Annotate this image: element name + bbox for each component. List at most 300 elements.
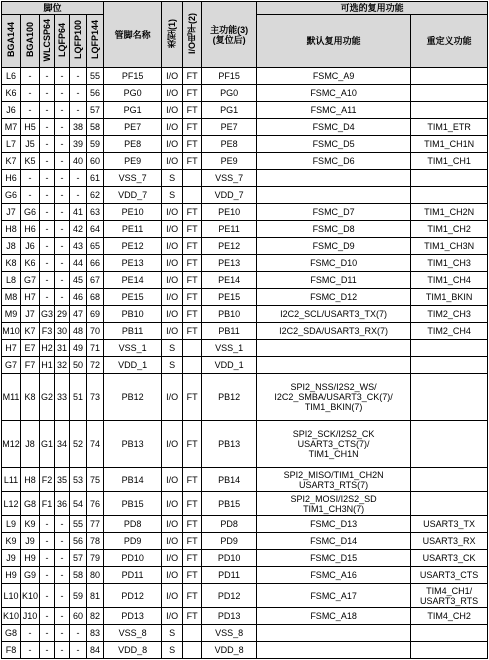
lqfp144-cell: 79: [87, 550, 104, 567]
bga144-cell: H7: [2, 340, 21, 357]
lqfp100-cell: 40: [70, 153, 87, 170]
lqfp64-cell: 29: [55, 306, 70, 323]
remap-cell: TIM2_CH4: [411, 323, 488, 340]
lqfp64-cell: -: [55, 625, 70, 642]
bga100-cell: G6: [21, 204, 40, 221]
table-row: [2, 550, 488, 567]
default-alt-cell: [257, 187, 411, 204]
type-cell: I/O: [162, 238, 183, 255]
table-row: [2, 289, 488, 306]
lqfp144-cell: 62: [87, 187, 104, 204]
wlcsp64-cell: -: [40, 204, 55, 221]
remap-cell: TIM1_CH3N: [411, 238, 488, 255]
lqfp64-cell: 32: [55, 357, 70, 374]
wlcsp64-cell: H2: [40, 340, 55, 357]
pin-name-cell: PB14: [104, 468, 162, 492]
main-function-cell: PE15: [202, 289, 257, 306]
lqfp100-cell: 55: [70, 516, 87, 533]
main-function-cell: PD11: [202, 567, 257, 584]
type-cell: I/O: [162, 421, 183, 468]
lqfp144-cell: 63: [87, 204, 104, 221]
lqfp100-cell: 49: [70, 340, 87, 357]
default-alt-cell: FSMC_D11: [257, 272, 411, 289]
wlcsp64-cell: -: [40, 550, 55, 567]
wlcsp64-cell: -: [40, 153, 55, 170]
lqfp144-cell: 73: [87, 374, 104, 421]
main-function-cell: PF15: [202, 68, 257, 85]
lqfp64-cell: 35: [55, 468, 70, 492]
bga100-cell: J10: [21, 608, 40, 625]
main-function-cell: PE8: [202, 136, 257, 153]
lqfp100-cell: -: [70, 187, 87, 204]
lqfp144-cell: 84: [87, 642, 104, 659]
main-function-cell: VDD_8: [202, 642, 257, 659]
lqfp144-cell: 61: [87, 170, 104, 187]
table-row: [2, 102, 488, 119]
lqfp100-cell: -: [70, 85, 87, 102]
lqfp144-cell: 67: [87, 272, 104, 289]
lqfp100-cell: 45: [70, 272, 87, 289]
bga144-cell: L7: [2, 136, 21, 153]
type-cell: I/O: [162, 468, 183, 492]
lqfp100-cell: 47: [70, 306, 87, 323]
table-row: [2, 608, 488, 625]
io-level-cell: FT: [183, 516, 202, 533]
table-row: [2, 306, 488, 323]
io-level-cell: FT: [183, 204, 202, 221]
lqfp64-header: LQFP64: [55, 15, 70, 68]
bga144-header: BGA144: [2, 15, 21, 68]
type-cell: S: [162, 642, 183, 659]
lqfp100-cell: -: [70, 642, 87, 659]
wlcsp64-cell: -: [40, 608, 55, 625]
table-row: [2, 492, 488, 516]
main-function-cell: PD8: [202, 516, 257, 533]
pin-name-cell: PE7: [104, 119, 162, 136]
lqfp100-cell: 58: [70, 567, 87, 584]
lqfp144-cell: 68: [87, 289, 104, 306]
bga144-cell: K10: [2, 608, 21, 625]
remap-cell: TIM1_BKIN: [411, 289, 488, 306]
default-alt-cell: FSMC_A9: [257, 68, 411, 85]
type-cell: I/O: [162, 323, 183, 340]
pin-name-cell: PF15: [104, 68, 162, 85]
default-alt-cell: FSMC_D10: [257, 255, 411, 272]
bga144-cell: F8: [2, 642, 21, 659]
lqfp100-cell: 53: [70, 468, 87, 492]
lqfp144-cell: 82: [87, 608, 104, 625]
pin-name-cell: VSS_1: [104, 340, 162, 357]
table-row: [2, 170, 488, 187]
wlcsp64-cell: -: [40, 85, 55, 102]
lqfp100-cell: 44: [70, 255, 87, 272]
bga144-cell: M11: [2, 374, 21, 421]
default-alt-cell: FSMC_A18: [257, 608, 411, 625]
default-alt-cell: FSMC_D6: [257, 153, 411, 170]
main-function-cell: PE9: [202, 153, 257, 170]
bga144-cell: L8: [2, 272, 21, 289]
default-alt-cell: FSMC_D12: [257, 289, 411, 306]
bga100-cell: -: [21, 102, 40, 119]
pin-name-cell: PE13: [104, 255, 162, 272]
io-level-cell: FT: [183, 289, 202, 306]
lqfp100-cell: 54: [70, 492, 87, 516]
default-alt-cell: I2C2_SDA/USART3_RX(7): [257, 323, 411, 340]
wlcsp64-cell: -: [40, 68, 55, 85]
type-cell: I/O: [162, 567, 183, 584]
lqfp144-cell: 83: [87, 625, 104, 642]
bga144-cell: J7: [2, 204, 21, 221]
default-alt-cell: FSMC_D8: [257, 221, 411, 238]
bga144-cell: K9: [2, 533, 21, 550]
bga144-cell: G6: [2, 187, 21, 204]
main-function-cell: PE13: [202, 255, 257, 272]
lqfp64-cell: -: [55, 584, 70, 608]
type-cell: S: [162, 187, 183, 204]
type-cell: I/O: [162, 306, 183, 323]
type-cell: I/O: [162, 533, 183, 550]
bga100-cell: -: [21, 68, 40, 85]
lqfp64-cell: -: [55, 68, 70, 85]
main-function-cell: PB12: [202, 374, 257, 421]
bga100-cell: G8: [21, 492, 40, 516]
default-alt-cell: FSMC_D14: [257, 533, 411, 550]
bga144-cell: G8: [2, 625, 21, 642]
lqfp64-cell: -: [55, 170, 70, 187]
io-level-cell: FT: [183, 533, 202, 550]
main-function-cell: PG1: [202, 102, 257, 119]
remap-cell: USART3_CTS: [411, 567, 488, 584]
lqfp64-cell: -: [55, 533, 70, 550]
lqfp100-cell: -: [70, 170, 87, 187]
lqfp100-cell: 42: [70, 221, 87, 238]
bga144-cell: L10: [2, 584, 21, 608]
bga100-cell: H8: [21, 468, 40, 492]
wlcsp64-cell: F1: [40, 492, 55, 516]
main-function-cell: VDD_7: [202, 187, 257, 204]
default-alt-cell: FSMC_D13: [257, 516, 411, 533]
table-row: [2, 533, 488, 550]
io-level-cell: FT: [183, 153, 202, 170]
lqfp100-cell: -: [70, 68, 87, 85]
pin-name-cell: VDD_1: [104, 357, 162, 374]
bga144-cell: H9: [2, 567, 21, 584]
lqfp64-cell: 30: [55, 323, 70, 340]
io-level-cell: FT: [183, 102, 202, 119]
bga144-cell: G7: [2, 357, 21, 374]
pin-name-header: 管脚名称: [104, 2, 162, 68]
io-level-cell: FT: [183, 374, 202, 421]
table-row: [2, 187, 488, 204]
default-alt-cell: FSMC_D7: [257, 204, 411, 221]
bga100-cell: J5: [21, 136, 40, 153]
io-level-cell: [183, 625, 202, 642]
lqfp100-header: LQFP100: [70, 15, 87, 68]
pin-name-cell: PE14: [104, 272, 162, 289]
lqfp100-cell: -: [70, 625, 87, 642]
type-cell: I/O: [162, 136, 183, 153]
remap-header: 重定义功能: [411, 15, 488, 68]
default-alt-cell: FSMC_A16: [257, 567, 411, 584]
lqfp144-cell: 66: [87, 255, 104, 272]
bga100-cell: K9: [21, 516, 40, 533]
pin-name-cell: PE12: [104, 238, 162, 255]
bga100-cell: -: [21, 170, 40, 187]
pin-name-cell: PD12: [104, 584, 162, 608]
default-alt-header: 默认复用功能: [257, 15, 411, 68]
table-row: [2, 584, 488, 608]
type-cell: I/O: [162, 221, 183, 238]
lqfp64-cell: -: [55, 187, 70, 204]
pin-name-cell: PB10: [104, 306, 162, 323]
io-level-cell: [183, 187, 202, 204]
io-level-cell: FT: [183, 567, 202, 584]
table-row: [2, 221, 488, 238]
pin-name-cell: PD8: [104, 516, 162, 533]
lqfp144-header: LQFP144: [87, 15, 104, 68]
io-level-cell: FT: [183, 119, 202, 136]
wlcsp64-cell: -: [40, 119, 55, 136]
type-cell: I/O: [162, 272, 183, 289]
main-function-cell: PE10: [202, 204, 257, 221]
lqfp144-cell: 70: [87, 323, 104, 340]
lqfp144-cell: 57: [87, 102, 104, 119]
lqfp100-cell: 43: [70, 238, 87, 255]
main-function-header: 主功能(3) (复位后): [202, 2, 257, 68]
main-function-cell: PE7: [202, 119, 257, 136]
lqfp100-cell: 60: [70, 608, 87, 625]
default-alt-cell: FSMC_A11: [257, 102, 411, 119]
wlcsp64-cell: G1: [40, 421, 55, 468]
lqfp144-cell: 58: [87, 119, 104, 136]
pin-name-cell: PG1: [104, 102, 162, 119]
io-level-cell: FT: [183, 421, 202, 468]
lqfp144-cell: 78: [87, 533, 104, 550]
bga100-cell: F7: [21, 357, 40, 374]
lqfp64-cell: -: [55, 272, 70, 289]
remap-cell: [411, 85, 488, 102]
remap-cell: USART3_RX: [411, 533, 488, 550]
remap-cell: [411, 625, 488, 642]
pin-name-cell: PE9: [104, 153, 162, 170]
remap-cell: TIM1_CH3: [411, 255, 488, 272]
table-row: [2, 625, 488, 642]
remap-cell: [411, 492, 488, 516]
remap-cell: TIM1_CH4: [411, 272, 488, 289]
remap-cell: [411, 170, 488, 187]
bga100-cell: E7: [21, 340, 40, 357]
lqfp64-cell: -: [55, 550, 70, 567]
bga144-cell: J9: [2, 550, 21, 567]
bga100-cell: K10: [21, 584, 40, 608]
default-alt-cell: SPI2_NSS/I2S2_WS/ I2C2_SMBA/USART3_CK(7)/ TIM1_BKIN(7): [257, 374, 411, 421]
pin-name-cell: PD10: [104, 550, 162, 567]
main-function-cell: PE12: [202, 238, 257, 255]
pin-name-cell: PG0: [104, 85, 162, 102]
io-level-cell: FT: [183, 255, 202, 272]
remap-cell: [411, 340, 488, 357]
remap-cell: [411, 421, 488, 468]
wlcsp64-cell: -: [40, 272, 55, 289]
wlcsp64-cell: -: [40, 642, 55, 659]
io-level-cell: [183, 170, 202, 187]
lqfp144-cell: 60: [87, 153, 104, 170]
table-row: [2, 136, 488, 153]
main-function-cell: PE11: [202, 221, 257, 238]
bga144-cell: L9: [2, 516, 21, 533]
remap-cell: TIM1_CH2N: [411, 204, 488, 221]
main-function-cell: PB14: [202, 468, 257, 492]
remap-cell: [411, 68, 488, 85]
table-row: [2, 85, 488, 102]
wlcsp64-cell: G3: [40, 306, 55, 323]
io-level-cell: [183, 357, 202, 374]
lqfp64-cell: -: [55, 153, 70, 170]
pin-name-cell: PB15: [104, 492, 162, 516]
lqfp100-cell: 46: [70, 289, 87, 306]
table-row: [2, 468, 488, 492]
wlcsp64-cell: -: [40, 102, 55, 119]
type-cell: I/O: [162, 374, 183, 421]
main-function-cell: PB15: [202, 492, 257, 516]
pins-group-header: 脚位: [2, 2, 104, 15]
io-level-cell: FT: [183, 492, 202, 516]
default-alt-cell: FSMC_D5: [257, 136, 411, 153]
default-alt-cell: SPI2_MOSI/I2S2_SD TIM1_CH3N(7): [257, 492, 411, 516]
default-alt-cell: FSMC_D9: [257, 238, 411, 255]
lqfp144-cell: 71: [87, 340, 104, 357]
lqfp64-cell: 33: [55, 374, 70, 421]
bga144-cell: H8: [2, 221, 21, 238]
main-function-cell: PD13: [202, 608, 257, 625]
main-function-cell: VSS_7: [202, 170, 257, 187]
io-level-cell: FT: [183, 136, 202, 153]
wlcsp64-cell: F3: [40, 323, 55, 340]
default-alt-cell: [257, 170, 411, 187]
lqfp100-cell: 56: [70, 533, 87, 550]
lqfp144-cell: 77: [87, 516, 104, 533]
lqfp144-cell: 69: [87, 306, 104, 323]
table-row: [2, 119, 488, 136]
lqfp144-cell: 81: [87, 584, 104, 608]
pin-name-cell: PD9: [104, 533, 162, 550]
pin-name-cell: PD13: [104, 608, 162, 625]
lqfp144-cell: 75: [87, 468, 104, 492]
type-cell: I/O: [162, 550, 183, 567]
table-row: [2, 255, 488, 272]
main-function-cell: VDD_1: [202, 357, 257, 374]
default-alt-cell: FSMC_A17: [257, 584, 411, 608]
pin-name-cell: PB13: [104, 421, 162, 468]
table-row: [2, 153, 488, 170]
bga144-cell: H6: [2, 170, 21, 187]
lqfp64-cell: 34: [55, 421, 70, 468]
type-cell: I/O: [162, 119, 183, 136]
main-function-cell: PG0: [202, 85, 257, 102]
bga100-cell: J9: [21, 533, 40, 550]
bga100-cell: K8: [21, 374, 40, 421]
bga144-cell: L11: [2, 468, 21, 492]
lqfp144-cell: 72: [87, 357, 104, 374]
bga100-cell: H6: [21, 221, 40, 238]
pin-name-cell: VSS_8: [104, 625, 162, 642]
lqfp100-cell: -: [70, 102, 87, 119]
io-level-cell: FT: [183, 85, 202, 102]
lqfp64-cell: 36: [55, 492, 70, 516]
lqfp144-cell: 80: [87, 567, 104, 584]
pin-definition-table: [1, 1, 488, 659]
lqfp64-cell: -: [55, 238, 70, 255]
lqfp64-cell: -: [55, 119, 70, 136]
table-row: [2, 68, 488, 85]
lqfp144-cell: 64: [87, 221, 104, 238]
remap-cell: TIM1_CH1N: [411, 136, 488, 153]
bga100-cell: -: [21, 187, 40, 204]
default-alt-cell: [257, 357, 411, 374]
main-function-cell: PB11: [202, 323, 257, 340]
bga100-cell: J8: [21, 421, 40, 468]
bga100-cell: H5: [21, 119, 40, 136]
remap-cell: USART3_CK: [411, 550, 488, 567]
pin-name-cell: VSS_7: [104, 170, 162, 187]
lqfp144-cell: 65: [87, 238, 104, 255]
pin-name-cell: PE10: [104, 204, 162, 221]
bga100-cell: H7: [21, 289, 40, 306]
wlcsp64-cell: F2: [40, 468, 55, 492]
default-alt-cell: FSMC_D15: [257, 550, 411, 567]
type-cell: I/O: [162, 255, 183, 272]
pin-name-cell: PB12: [104, 374, 162, 421]
type-cell: S: [162, 625, 183, 642]
pin-name-cell: VDD_7: [104, 187, 162, 204]
pin-name-cell: VDD_8: [104, 642, 162, 659]
pin-name-cell: PB11: [104, 323, 162, 340]
wlcsp64-cell: -: [40, 289, 55, 306]
default-alt-cell: I2C2_SCL/USART3_TX(7): [257, 306, 411, 323]
lqfp64-cell: -: [55, 608, 70, 625]
bga100-header: BGA100: [21, 15, 40, 68]
type-cell: S: [162, 340, 183, 357]
bga100-cell: -: [21, 625, 40, 642]
table-row: [2, 272, 488, 289]
default-alt-cell: [257, 642, 411, 659]
table-row: [2, 374, 488, 421]
wlcsp64-cell: -: [40, 584, 55, 608]
default-alt-cell: SPI2_SCK/I2S2_CK USART3_CTS(7)/ TIM1_CH1N: [257, 421, 411, 468]
wlcsp64-cell: H1: [40, 357, 55, 374]
type-cell: I/O: [162, 102, 183, 119]
wlcsp64-cell: -: [40, 516, 55, 533]
bga100-cell: G9: [21, 567, 40, 584]
lqfp100-cell: 48: [70, 323, 87, 340]
bga100-cell: K6: [21, 255, 40, 272]
remap-cell: TIM4_CH1/ USART3_RTS: [411, 584, 488, 608]
main-function-cell: PD10: [202, 550, 257, 567]
io-level-cell: FT: [183, 550, 202, 567]
type-cell: I/O: [162, 204, 183, 221]
main-function-cell: VSS_8: [202, 625, 257, 642]
remap-cell: TIM1_ETR: [411, 119, 488, 136]
lqfp64-cell: -: [55, 516, 70, 533]
bga144-cell: M8: [2, 289, 21, 306]
table-row: [2, 340, 488, 357]
type-cell: I/O: [162, 492, 183, 516]
wlcsp64-cell: -: [40, 221, 55, 238]
lqfp64-cell: -: [55, 85, 70, 102]
bga144-cell: J6: [2, 102, 21, 119]
default-alt-cell: FSMC_A10: [257, 85, 411, 102]
bga144-cell: M12: [2, 421, 21, 468]
